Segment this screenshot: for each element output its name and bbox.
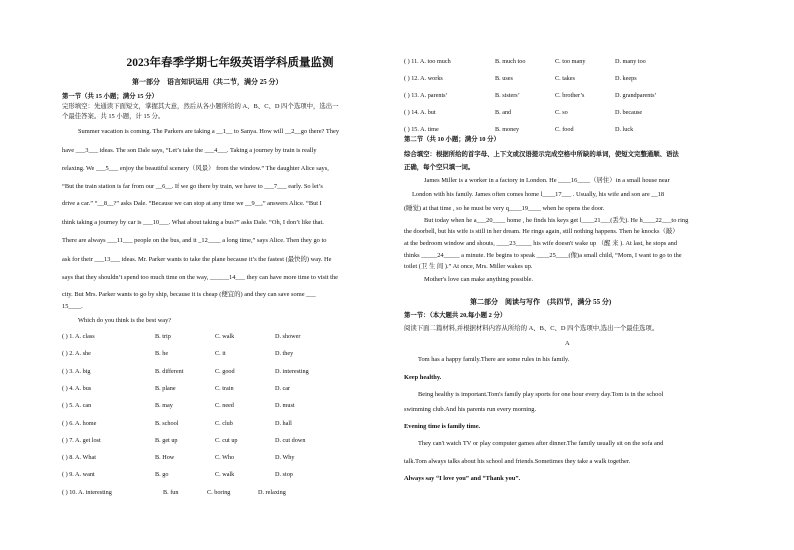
passage-line: city. But Mrs. Parker wants to go by ship, because it is cheap (便宜的) and they can save some ___ (62, 291, 316, 298)
answer-option[interactable]: B. plane (155, 384, 176, 392)
answer-option[interactable]: B. uses (495, 75, 513, 82)
answer-option[interactable]: D. cut down (275, 436, 306, 444)
answer-option[interactable]: B. he (155, 350, 169, 358)
passage-a-line: Always say “I love you” and “Thank you”. (404, 475, 521, 482)
section2-instruction: 正确，每个空只填一词。 (404, 164, 475, 171)
section1-instruction: 个最佳答案。共 15 小题，计 15 分。 (62, 113, 165, 120)
question-text: Which do you think is the best way? (78, 317, 172, 324)
passage-a-line: They can't watch TV or play computer games after dinner.The family usually sit on the sofa and (418, 440, 664, 447)
question-number: ( ) 11. A. too much (404, 58, 451, 65)
passage-a-line: Being healthy is important.Tom's family play sports for one hour every day.Tom is in the school (418, 391, 664, 398)
fill-passage-line: Mother's love can make anything possible. (424, 276, 534, 283)
question-number: ( ) 2. A. she (62, 350, 91, 358)
passage-a-line: Keep healthy. (404, 374, 442, 381)
passage-line: 15____. (62, 303, 83, 310)
answer-option[interactable]: C. food (555, 126, 574, 133)
passage-line: ask for their ___13___ ideas. Mr. Parker wants to take the plane because it’s the fastest (最快的) way. He (62, 256, 332, 263)
section1-header: 第一节（共 15 小题；满分 15 分） (62, 93, 158, 100)
answer-option[interactable]: C. so (555, 109, 568, 116)
question-number: ( ) 4. A. bus (62, 384, 92, 392)
section1-instruction: 完形填空：先通读下面短文，掌握其大意，然后从各小题所给的 A、B、C、D 四个选项中，选出一 (62, 103, 339, 110)
passage-a-line: swimming club.And his parents run every morning. (404, 406, 537, 413)
fill-passage-line: James Miller is a worker in a factory in London. He ____16____（居住）in a small house near (424, 177, 670, 184)
answer-option[interactable]: B. different (155, 367, 184, 375)
passage-line: relaxing. We ___5___ enjoy the beautiful scenery（风景） from the window.” The daughter Alice says, (62, 165, 329, 172)
question-number: ( ) 5. A. can (62, 402, 92, 410)
answer-option[interactable]: B. may (155, 402, 173, 410)
passage-line: says that they shouldn’t spend too much time on the way, ______14___ they can have more time to visit the (62, 274, 338, 281)
answer-option[interactable]: D. car (275, 384, 291, 392)
answer-option[interactable]: B. go (155, 471, 169, 479)
passage-line: There are always ___11___ people on the bus, and it _12____ a long time,” says Alice. Then they go to (62, 237, 327, 244)
fill-passage-line: the doorbell, but his wife is still in her dream. He rings again, still nothing happens. Then he knocks（敲） (404, 228, 679, 235)
question-number: ( ) 14. A. but (404, 109, 436, 116)
fill-passage-line: at the bedroom window and shouts, ____23_____ his wife doesn't wake up （醒 来 ). At last, he stops and (404, 240, 678, 247)
answer-option[interactable]: C. it (215, 350, 226, 358)
answer-option[interactable]: B. sisters’ (495, 92, 520, 99)
answer-option[interactable]: D. stop (275, 471, 293, 479)
answer-option[interactable]: C. cut up (215, 436, 238, 444)
question-number: ( ) 3. A. big (62, 367, 91, 375)
question-number: ( ) 13. A. parents’ (404, 92, 448, 99)
answer-option[interactable]: B. money (495, 126, 520, 133)
answer-option[interactable]: C. Who (215, 454, 235, 462)
answer-option[interactable]: C. need (215, 402, 234, 410)
answer-option[interactable]: B. trip (155, 333, 171, 340)
answer-option[interactable]: B. fun (163, 488, 179, 496)
answer-option[interactable]: D. luck (615, 126, 634, 133)
question-number: ( ) 12. A. works (404, 75, 443, 82)
passage-line: Summer vacation is coming. The Parkers are taking a __1__ to Sanya. How will __2__go there? They (78, 128, 340, 135)
passage-a-line: Evening time is family time. (404, 423, 481, 430)
fill-passage-line: But today when he a___20____ home , he finds his keys get l____21___(丢失). He h____22___to ring (424, 217, 689, 224)
answer-option[interactable]: D. they (275, 350, 294, 358)
fill-passage-line: (睡觉) at that time , so he must be very q____19____ when he opens the door. (404, 205, 605, 212)
question-number: ( ) 10. A. interesting (62, 488, 112, 496)
part2-section1-header: 第一节：（本大题共 20,每小题 2 分） (404, 312, 507, 319)
passage-a-line: Tom has a happy family.There are some rules in his family. (418, 356, 570, 363)
answer-option[interactable]: C. boring (207, 488, 231, 496)
answer-option[interactable]: D. relaxing (258, 488, 286, 496)
question-number: ( ) 9. A. want (62, 471, 95, 479)
answer-option[interactable]: D. keeps (615, 75, 637, 82)
part2-header: 第二部分 阅读与写作 (共四节，满分 55 分) (470, 298, 612, 306)
part2-instruction: 阅读下面二篇材料,并根据材料内容从所给的 A、B、C、D 四个选项中,选出一个最佳选项。 (404, 325, 659, 332)
fill-passage-line: toilet (卫 生 间 ).” At once, Mrs. Miller wakes up. (404, 263, 533, 270)
answer-option[interactable]: B. and (495, 109, 512, 116)
passage-a-line: talk.Tom always talks about his school and friends.Sometimes they take a walk together. (404, 458, 631, 465)
answer-option[interactable]: C. walk (215, 333, 235, 340)
part1-header: 第一部分 语言知识运用（共二节，满分 25 分） (132, 78, 283, 86)
answer-option[interactable]: B. school (155, 419, 179, 427)
answer-option[interactable]: B. much too (495, 58, 526, 65)
question-number: ( ) 8. A. What (62, 454, 96, 462)
answer-option[interactable]: C. club (215, 419, 233, 427)
exam-title: 2023年春季学期七年级英语学科质量监测 (126, 57, 334, 69)
answer-option[interactable]: B. get up (155, 436, 178, 444)
answer-option[interactable]: D. grandparents’ (615, 92, 657, 99)
fill-passage-line: London with his family. James often comes home l____17___ . Usually, his wife and son are __18 (412, 191, 665, 198)
answer-option[interactable]: C. brother’s (555, 92, 585, 99)
answer-option[interactable]: C. good (215, 367, 235, 375)
question-number: ( ) 15. A. time (404, 126, 439, 133)
section2-header: 第二节（共 10 小题；满分 10 分） (404, 136, 500, 143)
answer-option[interactable]: D. must (275, 402, 295, 410)
answer-option[interactable]: B. How (155, 454, 175, 462)
passage-line: have ___3___ ideas. The son Dale says, “Let’s take the ___4___. Taking a journey by train is really (62, 147, 317, 154)
answer-option[interactable]: C. train (215, 384, 234, 392)
fill-passage-line: thinks _____24_____ a minute. He begins to speak ____25____(像)a small child, “Mom, I want to go to the (404, 252, 682, 259)
passage-line: “But the train station is far from our __6__. If we go there by train, we have to ___7___ early. So let’s (62, 183, 323, 190)
question-number: ( ) 1. A. class (62, 333, 95, 340)
answer-option[interactable]: D. many too (615, 58, 646, 65)
answer-option[interactable]: D. interesting (275, 367, 309, 375)
answer-option[interactable]: D. shower (275, 333, 301, 340)
section2-instruction: 综合填空：根据所给的首字母、上下文或汉语提示完成空格中所缺的单词，使短文完整通顺、语法 (404, 151, 679, 158)
answer-option[interactable]: D. hall (275, 419, 292, 427)
passage-line: think taking a journey by car is ___10___. What about taking a bus?” asks Dale. “Oh, I don’t like that. (62, 219, 324, 226)
question-number: ( ) 6. A. home (62, 419, 97, 427)
passage-a-label: A (565, 340, 570, 347)
question-number: ( ) 7. A. get lost (62, 436, 101, 444)
answer-option[interactable]: C. takes (555, 75, 575, 82)
answer-option[interactable]: D. Why (275, 454, 295, 462)
answer-option[interactable]: C. walk (215, 471, 235, 479)
answer-option[interactable]: D. because (615, 109, 643, 116)
answer-option[interactable]: C. too many (555, 58, 586, 65)
passage-line: drive a car.” “__8__?” asks Dale. “Because we can stop at any time we __9__,” answers Alice. “But I (62, 200, 322, 207)
